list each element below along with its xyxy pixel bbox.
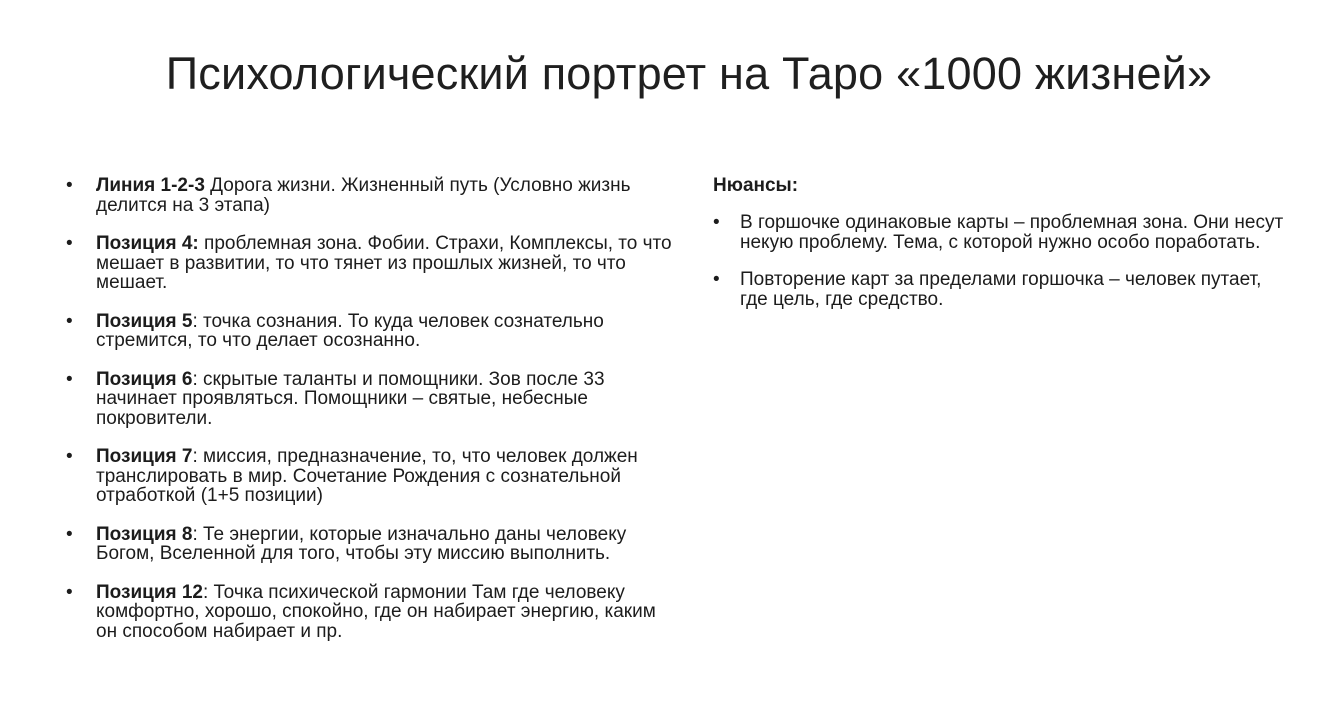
bullet-icon: • [66, 446, 73, 467]
bullet-icon: • [66, 581, 73, 603]
list-item [713, 270, 1288, 309]
bullet-icon: • [66, 523, 73, 545]
bullet-icon: • [713, 269, 720, 290]
bullet-icon: • [66, 310, 73, 332]
item-text: : Те энергии, которые изначально даны человеку Богом, Вселенной для того, чтобы эту миссию выполнить. [96, 523, 627, 564]
nuances-list [713, 213, 1288, 309]
item-text: : скрытые таланты и помощники. Зов после 33 начинает проявляться. Помощники – святые, небесные покровители. [96, 368, 605, 429]
bullet-icon: • [66, 233, 73, 254]
item-text: : миссия, предназначение, то, что человек должен транслировать в мир. Сочетание Рождения с сознательной отработкой (1+5 позиции) [96, 446, 638, 506]
slide-title: Психологический портрет на Таро «1000 жизней» [165, 48, 1213, 99]
bullet-icon: • [66, 175, 73, 196]
bullet-icon: • [66, 368, 73, 390]
item-label: Позиция 5 [96, 310, 193, 332]
item-label: Позиция 8 [96, 523, 193, 545]
positions-list [66, 176, 676, 641]
right-column [713, 176, 1288, 327]
nuances-heading: Нюансы: [713, 175, 799, 196]
list-item [66, 447, 676, 506]
list-item [66, 176, 676, 215]
list-item [66, 583, 676, 642]
list-item [66, 312, 676, 351]
item-text: проблемная зона. Фобии. Страхи, Комплексы, то что мешает в развитии, то что тянет из прошлых жизней, то что мешает. [96, 233, 672, 293]
list-item [66, 234, 676, 293]
item-label: Позиция 4: [96, 233, 199, 254]
bullet-icon: • [713, 212, 720, 233]
item-label: Позиция 7 [96, 446, 193, 467]
item-text: Повторение карт за пределами горшочка – человек путает, где цель, где средство. [740, 269, 1262, 310]
item-label: Линия 1-2-3 [96, 175, 205, 196]
list-item [66, 370, 676, 429]
list-item [713, 213, 1288, 252]
item-label: Позиция 12 [96, 581, 203, 603]
item-text: Дорога жизни. Жизненный путь (Условно жизнь делится на 3 этапа) [96, 175, 631, 216]
list-item [66, 525, 676, 564]
item-text: В горшочке одинаковые карты – проблемная зона. Они несут некую проблему. Тема, с которой нужно особо поработать. [740, 212, 1284, 253]
item-text: : Точка психической гармонии Там где человеку комфортно, хорошо, спокойно, где он набирает энергию, каким он способом набирает и пр. [96, 581, 656, 642]
left-column [66, 176, 676, 660]
item-label: Позиция 6 [96, 368, 193, 390]
item-text: : точка сознания. То куда человек сознательно стремится, то что делает осознанно. [96, 310, 604, 351]
